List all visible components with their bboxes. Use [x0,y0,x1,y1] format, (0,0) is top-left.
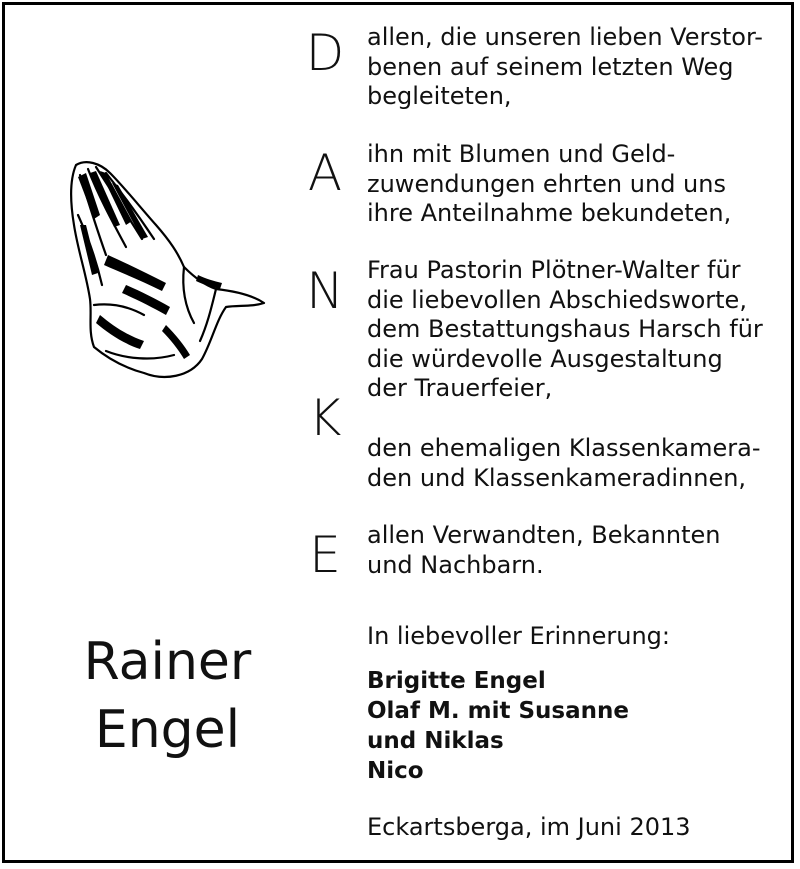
danke-letter-a: A [307,144,343,202]
text-line: dem Bestattungshaus Harsch für [367,315,763,343]
thanks-paragraph-5 [367,521,720,580]
danke-letter-k: K [308,389,342,447]
signatory: Olaf M. mit Susanne [367,698,629,724]
place-date: Eckartsberga, im Juni 2013 [367,813,691,841]
danke-letter-e: E [309,526,341,584]
signatories [367,666,629,786]
text-line: begleiteten, [367,82,512,110]
deceased-last-name: Engel [94,700,241,760]
signatory: Nico [367,758,424,784]
praying-hands-icon [66,155,268,380]
danke-letter-d: D [305,24,345,82]
text-line: den ehemaligen Klassenkamera- [367,434,761,462]
signatory: Brigitte Engel [367,668,546,694]
text-line: allen Verwandten, Bekannten [367,521,721,549]
text-line: benen auf seinem letzten Weg [367,52,734,81]
text-line: den und Klassenkameradinnen, [367,463,747,492]
text-line: Frau Pastorin Plötner-Walter für [367,256,741,284]
closing-line: In liebevoller Erinnerung: [367,622,670,650]
danke-letter-n: N [306,262,344,320]
text-line: ihre Anteilnahme bekundeten, [367,199,732,227]
thanks-paragraph-1 [367,23,763,112]
thanks-paragraph-2 [367,140,731,229]
thanks-paragraph-3 [367,256,763,404]
deceased-first-name: Rainer [83,632,252,692]
text-line: die würdevolle Ausgestaltung [367,344,723,373]
text-line: ihn mit Blumen und Geld- [367,140,676,168]
thanks-paragraph-4 [367,434,761,493]
signatory: und Niklas [367,728,504,754]
text-line: allen, die unseren lieben Verstor- [367,23,763,51]
text-line: der Trauerfeier, [367,374,553,402]
text-line: und Nachbarn. [367,550,544,579]
text-line: die liebevollen Abschiedsworte, [367,285,747,314]
text-line: zuwendungen ehrten und uns [367,169,726,198]
